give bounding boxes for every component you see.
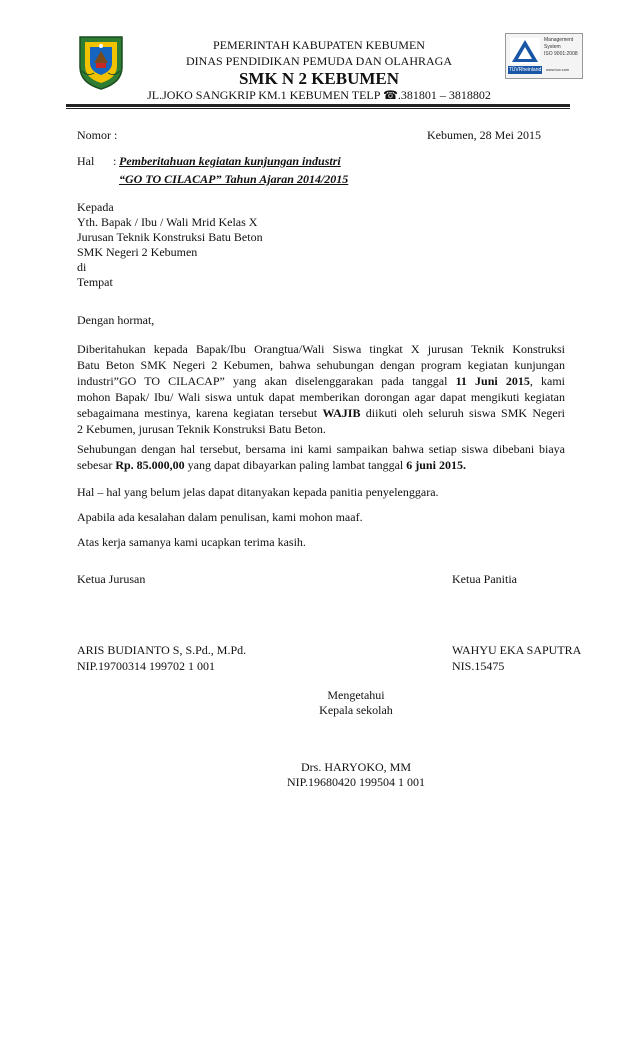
- subject-line-2: “GO TO CILACAP” Tahun Ajaran 2014/2015: [119, 172, 349, 186]
- paragraph-line: [77, 373, 565, 389]
- text-run: sebesar: [77, 458, 116, 472]
- principal-title: Kepala sekolah: [319, 703, 393, 717]
- recipient-line: Kepada: [77, 200, 114, 214]
- phone-icon: ☎: [382, 88, 398, 102]
- letter-number-label: Nomor :: [77, 128, 118, 142]
- left-signatory-nip: NIP.19700314 199702 1 001: [77, 659, 216, 673]
- subject-colon: :: [113, 154, 117, 168]
- school-address: [0, 88, 638, 103]
- badge-label-iso: ISO 9001:2008: [544, 51, 578, 57]
- header-rule-thick: [66, 104, 570, 107]
- text-run: , kami: [529, 374, 565, 388]
- body-paragraph-4: Apabila ada kesalahan dalam penulisan, kami mohon maaf.: [77, 510, 363, 524]
- recipient-line: Tempat: [77, 275, 113, 289]
- text-run: industri”GO TO CILACAP” yang akan diselenggarakan pada tanggal: [77, 374, 456, 388]
- right-signatory-name: WAHYU EKA SAPUTRA: [452, 643, 582, 657]
- badge-label-management: Management: [544, 37, 574, 43]
- principal-nip: NIP.19680420 199504 1 001: [286, 775, 425, 789]
- tuv-mark-icon: [510, 38, 540, 64]
- school-name: SMK N 2 KEBUMEN: [238, 69, 400, 88]
- paragraph-line: Diberitahukan kepada Bapak/Ibu Orangtua/Wali Siswa tingkat X jurusan Teknik Konstruksi: [77, 342, 565, 356]
- recipient-line: di: [77, 260, 87, 274]
- recipient-line: Jurusan Teknik Konstruksi Batu Beton: [77, 230, 263, 244]
- badge-website: www.tuv.com: [546, 67, 570, 72]
- header-rule-thin: [66, 108, 570, 109]
- fee-amount: Rp. 85.000,00: [115, 458, 185, 472]
- paragraph-line: Batu Beton SMK Negeri 2 Kebumen, bahwa sehubungan dengan program kegiatan kunjungan: [77, 358, 565, 372]
- header-government-line: PEMERINTAH KABUPATEN KEBUMEN: [213, 38, 425, 52]
- subject-line-1: Pemberitahuan kegiatan kunjungan industri: [119, 154, 341, 168]
- paragraph-line: [77, 457, 565, 473]
- iso-certification-badge: [505, 33, 583, 79]
- address-text: JL.JOKO SANGKRIP KM.1 KEBUMEN TELP: [147, 88, 380, 102]
- acknowledged-label: Mengetahui: [327, 688, 385, 702]
- recipient-line: Yth. Bapak / Ibu / Wali Mrid Kelas X: [77, 215, 258, 229]
- left-signatory-title: Ketua Jurusan: [77, 572, 146, 586]
- text-run: sebagaimana mestinya, karena kegiatan tersebut: [77, 406, 323, 420]
- body-paragraph-3: Hal – hal yang belum jelas dapat ditanyakan kepada panitia penyelenggara.: [77, 485, 439, 499]
- paragraph-line: mohon Bapak/ Ibu/ Wali siswa untuk dapat memberikan dorongan agar dapat mengikuti kegiatan: [77, 390, 565, 404]
- principal-name: Drs. HARYOKO, MM: [300, 760, 411, 774]
- greeting: Dengan hormat,: [77, 313, 155, 327]
- paragraph-line: [77, 405, 565, 421]
- phone-numbers: .381801 – 3818802: [397, 88, 491, 102]
- paragraph-line: Sehubungan dengan hal tersebut, bersama ini kami sampaikan bahwa setiap siswa dibebani biaya: [77, 442, 565, 456]
- header-department-line: DINAS PENDIDIKAN PEMUDA DAN OLAHRAGA: [186, 54, 452, 68]
- badge-tuv-bar: TÜVRheinland: [508, 67, 542, 73]
- recipient-line: SMK Negeri 2 Kebumen: [77, 245, 198, 259]
- body-paragraph-1: [77, 341, 565, 437]
- paragraph-line: 2 Kebumen, jurusan Teknik Konstruksi Batu Beton.: [77, 422, 326, 436]
- mandatory-word: WAJIB: [322, 406, 361, 420]
- badge-label-system: System: [544, 44, 561, 50]
- visit-date: 11 Juni 2015: [455, 374, 530, 388]
- body-paragraph-2: [77, 441, 565, 473]
- place-and-date: Kebumen, 28 Mei 2015: [427, 128, 541, 142]
- body-paragraph-5: Atas kerja samanya kami ucapkan terima kasih.: [77, 535, 306, 549]
- right-signatory-title: Ketua Panitia: [452, 572, 517, 586]
- text-run: yang dapat dibayarkan paling lambat tanggal: [184, 458, 407, 472]
- subject-label: Hal: [77, 154, 95, 168]
- text-run: diikuti oleh seluruh siswa SMK Negeri: [360, 406, 565, 420]
- right-signatory-nip: NIS.15475: [452, 659, 505, 673]
- payment-deadline: 6 juni 2015.: [406, 458, 466, 472]
- left-signatory-name: ARIS BUDIANTO S, S.Pd., M.Pd.: [77, 643, 247, 657]
